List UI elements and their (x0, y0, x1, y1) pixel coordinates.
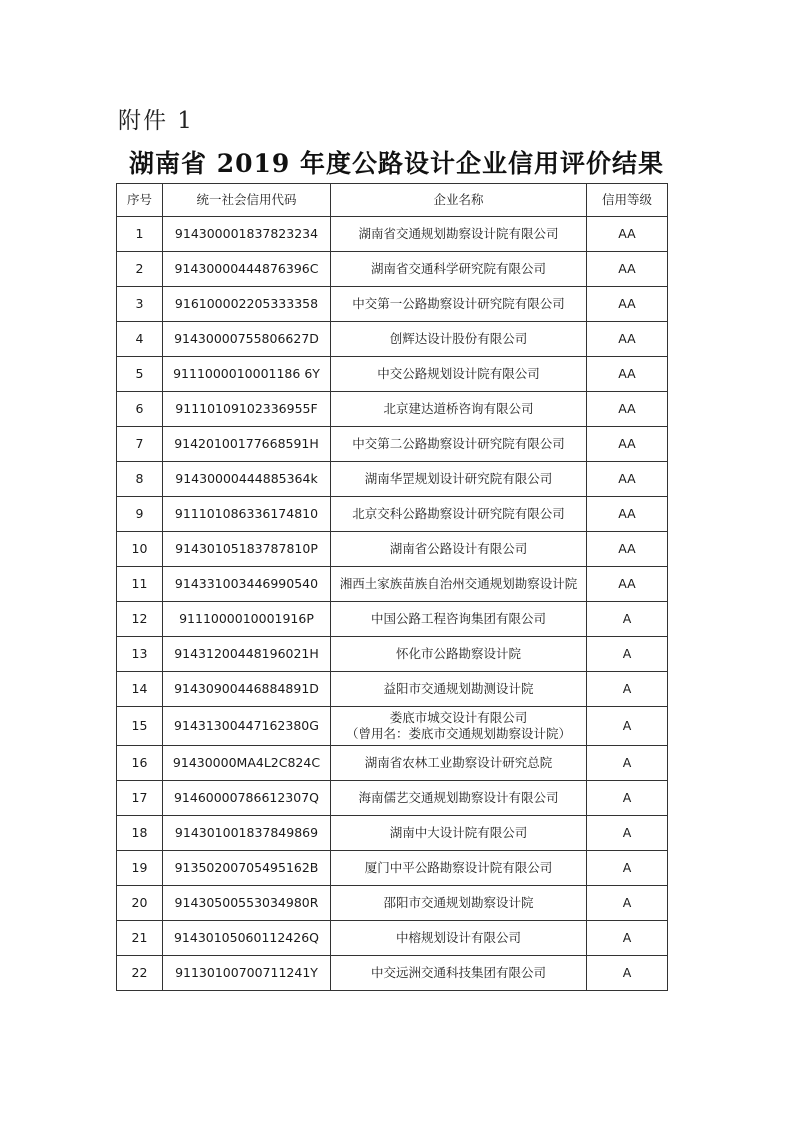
row-credit-grade: AA (587, 567, 668, 602)
table-row (117, 497, 668, 532)
company-name-text: 娄底市城交设计有限公司 (389, 710, 528, 725)
row-credit-grade: AA (587, 322, 668, 357)
row-credit-grade: AA (587, 497, 668, 532)
row-credit-code: 914331003446990540 (163, 567, 331, 602)
row-credit-code: 9111000010001916P (163, 602, 331, 637)
company-name-text: 湖南省交通规划勘察设计院有限公司 (358, 226, 559, 241)
row-credit-grade: A (587, 851, 668, 886)
row-serial-number: 17 (117, 781, 163, 816)
row-serial-number: 11 (117, 567, 163, 602)
table-row (117, 217, 668, 252)
row-serial-number: 12 (117, 602, 163, 637)
row-credit-code: 91430105183787810P (163, 532, 331, 567)
company-name-text: 中榕规划设计有限公司 (395, 930, 521, 945)
row-credit-grade: AA (587, 392, 668, 427)
row-credit-grade: AA (587, 287, 668, 322)
company-name-text: 中交第一公路勘察设计研究院有限公司 (352, 296, 565, 311)
table-row (117, 357, 668, 392)
table-header-row (117, 184, 668, 217)
row-serial-number: 22 (117, 956, 163, 991)
row-serial-number: 21 (117, 921, 163, 956)
company-name-text: 益阳市交通规划勘测设计院 (383, 681, 534, 696)
row-credit-grade: AA (587, 462, 668, 497)
company-name-text: 中国公路工程咨询集团有限公司 (370, 611, 546, 626)
row-credit-code: 914301001837849869 (163, 816, 331, 851)
row-company-name (331, 672, 587, 707)
row-serial-number: 2 (117, 252, 163, 287)
credit-rating-table (116, 183, 668, 991)
row-credit-grade: AA (587, 252, 668, 287)
company-name-text: 怀化市公路勘察设计院 (395, 646, 521, 661)
row-credit-code: 91430000444876396C (163, 252, 331, 287)
table-row (117, 392, 668, 427)
row-serial-number: 10 (117, 532, 163, 567)
row-serial-number: 20 (117, 886, 163, 921)
row-serial-number: 8 (117, 462, 163, 497)
row-company-name (331, 602, 587, 637)
row-credit-grade: A (587, 816, 668, 851)
header-company-name: 企业名称 (331, 184, 587, 217)
row-company-name (331, 252, 587, 287)
row-company-name (331, 392, 587, 427)
row-credit-grade: A (587, 637, 668, 672)
table-row (117, 746, 668, 781)
row-credit-code: 91430000444885364k (163, 462, 331, 497)
row-serial-number: 3 (117, 287, 163, 322)
row-credit-grade: A (587, 672, 668, 707)
company-name-text: 北京交科公路勘察设计研究院有限公司 (352, 506, 565, 521)
row-serial-number: 4 (117, 322, 163, 357)
row-credit-grade: A (587, 746, 668, 781)
table-row (117, 672, 668, 707)
row-credit-code: 91430105060112426Q (163, 921, 331, 956)
row-credit-grade: A (587, 956, 668, 991)
row-serial-number: 6 (117, 392, 163, 427)
table-row (117, 322, 668, 357)
row-credit-grade: A (587, 921, 668, 956)
row-credit-grade: AA (587, 427, 668, 462)
attachment-label: 附件 1 (118, 108, 194, 134)
row-company-name (331, 217, 587, 252)
header-credit-grade: 信用等级 (587, 184, 668, 217)
row-serial-number: 16 (117, 746, 163, 781)
company-name-text: 厦门中平公路勘察设计院有限公司 (364, 860, 553, 875)
row-company-name (331, 287, 587, 322)
table-row (117, 956, 668, 991)
row-credit-grade: AA (587, 357, 668, 392)
row-company-name (331, 956, 587, 991)
row-company-name (331, 781, 587, 816)
row-company-name (331, 357, 587, 392)
row-credit-grade: A (587, 886, 668, 921)
table-row (117, 252, 668, 287)
page-title: 湖南省 2019 年度公路设计企业信用评价结果 (129, 149, 664, 178)
table-row (117, 602, 668, 637)
table-row (117, 532, 668, 567)
table-row (117, 921, 668, 956)
row-credit-code: 91130100700711241Y (163, 956, 331, 991)
header-serial-number: 序号 (117, 184, 163, 217)
row-company-name (331, 497, 587, 532)
row-serial-number: 9 (117, 497, 163, 532)
table-row (117, 886, 668, 921)
table-row (117, 427, 668, 462)
company-name-text: 邵阳市交通规划勘察设计院 (383, 895, 534, 910)
row-serial-number: 7 (117, 427, 163, 462)
row-serial-number: 5 (117, 357, 163, 392)
table-row (117, 816, 668, 851)
row-credit-code: 914300001837823234 (163, 217, 331, 252)
row-company-name (331, 567, 587, 602)
row-serial-number: 14 (117, 672, 163, 707)
row-credit-code: 9111000010001186 6Y (163, 357, 331, 392)
row-company-name (331, 427, 587, 462)
row-company-name (331, 462, 587, 497)
company-name-text: 北京建达道桥咨询有限公司 (383, 401, 534, 416)
row-credit-code: 91431200448196021H (163, 637, 331, 672)
row-company-name (331, 816, 587, 851)
company-former-name-text: （曾用名：娄底市交通规划勘察设计院） (345, 726, 571, 741)
row-company-name (331, 746, 587, 781)
table-row (117, 851, 668, 886)
row-credit-grade: A (587, 781, 668, 816)
company-name-text: 湖南中大设计院有限公司 (389, 825, 528, 840)
row-company-name (331, 532, 587, 567)
row-credit-code: 91420100177668591H (163, 427, 331, 462)
row-credit-code: 91431300447162380G (163, 707, 331, 746)
row-serial-number: 19 (117, 851, 163, 886)
row-credit-grade: AA (587, 217, 668, 252)
row-company-name (331, 921, 587, 956)
row-credit-code: 91110109102336955F (163, 392, 331, 427)
company-name-text: 中交远洲交通科技集团有限公司 (370, 965, 546, 980)
company-name-text: 湖南省农林工业勘察设计研究总院 (364, 755, 553, 770)
row-serial-number: 13 (117, 637, 163, 672)
table-row (117, 637, 668, 672)
row-credit-grade: A (587, 707, 668, 746)
row-company-name (331, 322, 587, 357)
row-credit-code: 916100002205333358 (163, 287, 331, 322)
row-credit-code: 91350200705495162B (163, 851, 331, 886)
table-row (117, 781, 668, 816)
table-row (117, 707, 668, 746)
row-credit-grade: AA (587, 532, 668, 567)
table-row (117, 462, 668, 497)
row-credit-code: 911101086336174810 (163, 497, 331, 532)
company-name-text: 海南儒艺交通规划勘察设计有限公司 (358, 790, 559, 805)
row-credit-code: 91430000755806627D (163, 322, 331, 357)
table-row (117, 287, 668, 322)
row-serial-number: 1 (117, 217, 163, 252)
row-credit-grade: A (587, 602, 668, 637)
row-company-name (331, 707, 587, 746)
company-name-text: 创辉达设计股份有限公司 (389, 331, 528, 346)
company-name-text: 中交公路规划设计院有限公司 (377, 366, 540, 381)
header-credit-code: 统一社会信用代码 (163, 184, 331, 217)
company-name-text: 湘西土家族苗族自治州交通规划勘察设计院 (339, 576, 578, 591)
row-credit-code: 91430900446884891D (163, 672, 331, 707)
row-company-name (331, 886, 587, 921)
row-credit-code: 91460000786612307Q (163, 781, 331, 816)
row-company-name (331, 851, 587, 886)
row-serial-number: 15 (117, 707, 163, 746)
company-name-text: 湖南华罡规划设计研究院有限公司 (364, 471, 553, 486)
company-name-text: 中交第二公路勘察设计研究院有限公司 (352, 436, 565, 451)
table-row (117, 567, 668, 602)
row-company-name (331, 637, 587, 672)
company-name-text: 湖南省交通科学研究院有限公司 (370, 261, 546, 276)
company-name-text: 湖南省公路设计有限公司 (389, 541, 528, 556)
row-credit-code: 91430000MA4L2C824C (163, 746, 331, 781)
row-serial-number: 18 (117, 816, 163, 851)
row-credit-code: 91430500553034980R (163, 886, 331, 921)
